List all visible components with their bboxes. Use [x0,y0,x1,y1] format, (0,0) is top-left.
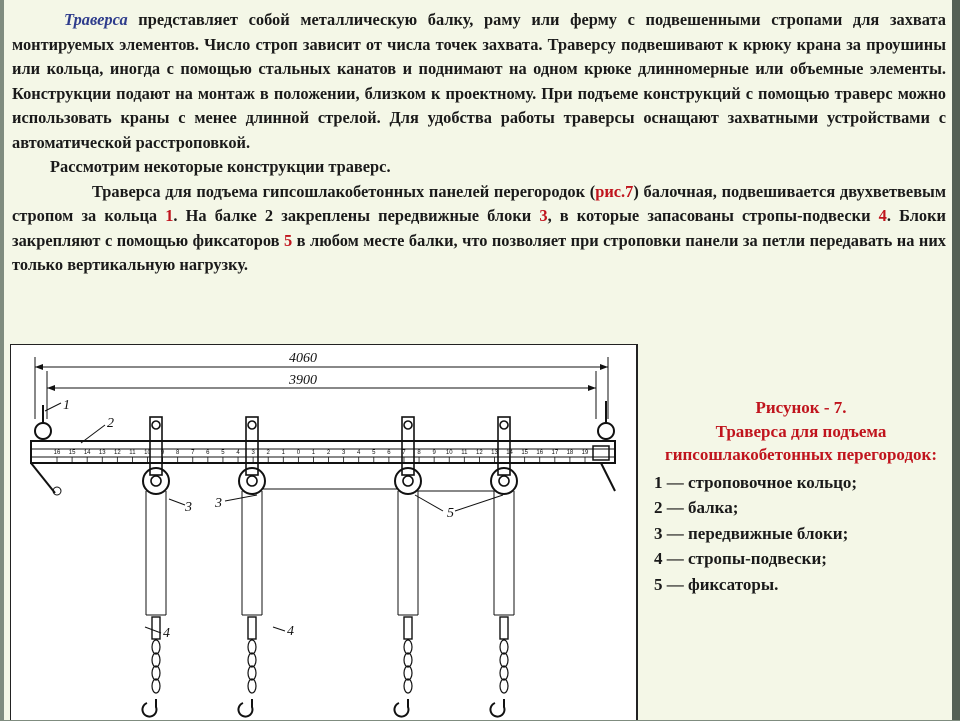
scale-number: 10 [445,450,453,456]
scale-number: 19 [581,450,589,456]
ref-number-3: 3 [539,206,548,225]
paragraph-description [12,180,946,278]
ref-number-4: 4 [878,206,887,225]
desc-text-6: в любом месте балки, что позволяет при строповки панели за петли передавать на них только вертикальную нагрузку. [12,230,946,274]
paragraph-definition [12,8,946,155]
traverse-drawing [10,344,638,720]
scale-number: 12 [476,450,483,456]
scale-number: 5 [372,450,376,456]
legend-item: 3 — передвижные блоки; [654,523,849,543]
scale-number: 15 [68,450,76,456]
scale-number: 0 [296,450,301,456]
block-assembly [238,417,265,717]
desc-text-5: . Блоки закрепляют с помощью фиксаторов [12,206,946,250]
scale-number: 17 [551,450,559,456]
scale-number: 9 [432,450,436,456]
desc-text-3: . На балке 2 закреплены передвижные блоки [173,206,540,225]
scale-number: 13 [98,450,106,456]
callout-4a: 4 [163,626,170,641]
figure-reference: рис.7 [595,181,634,201]
scale-number: 16 [53,450,61,456]
paragraph-intro: Рассмотрим некоторые конструкции траверс. [50,157,391,176]
beam-scale [54,450,589,462]
legend-item: 5 — фиксаторы. [654,574,779,594]
scale-number: 11 [461,450,468,456]
scale-number: 8 [417,450,421,456]
scale-number: 7 [402,450,406,456]
block-assembly [142,417,169,717]
callout-3a: 3 [185,500,192,515]
traverse-diagram [11,345,639,721]
scale-number: 8 [176,450,180,456]
dim-inner-label: 3900 [289,373,317,388]
scale-number: 4 [236,450,240,456]
slide-page [4,0,952,720]
scale-number: 14 [83,450,91,456]
callout-5: 5 [447,506,454,521]
slide-text [12,8,946,278]
block-assembly [394,417,421,717]
scale-number: 9 [160,450,165,456]
scale-number: 13 [491,450,498,456]
scale-number: 5 [221,450,225,456]
desc-text-4: , в которые запасованы стропы-подвески [547,206,879,225]
right-edge-stripe [952,0,960,720]
callout-1: 1 [63,398,70,413]
ref-number-1: 1 [165,206,174,225]
figure-caption [644,396,944,598]
callout-4b: 4 [287,624,294,639]
scale-number: 3 [341,450,346,456]
scale-number: 3 [251,450,255,456]
caption-title: Траверса для подъема гипсошлакобетонных перегородок: [664,421,938,464]
scale-number: 7 [191,450,195,456]
dim-outer-label: 4060 [289,351,317,366]
scale-number: 4 [357,450,361,456]
definition-text: представляет собой металлическую балку, раму или ферму с подвешенными стропами для захвата монтируемых элементов. Число строп зависит от числа точек захвата. Траверсу подвешивают к крюку крана за проушины или кольца, иногда с помощью стальных канатов и поднимают на одном крюке длинномерные или объемные элементы. Конструкции подают на монтаж в положении, близком к проектному. При подъеме конструкций с помощью траверс можно использовать краны с менее длинной стрелой. Для удобства работы траверсы оснащают захватными устройствами с автоматической расстроповкой. [12,10,946,152]
scale-number: 16 [536,450,544,456]
scale-number: 6 [387,450,391,456]
scale-number: 12 [113,450,121,456]
caption-number: Рисунок - 7. [755,398,847,417]
scale-number: 11 [129,450,136,456]
movable-blocks [142,417,517,717]
legend-item: 1 — строповочное кольцо; [654,472,858,492]
scale-number: 1 [281,450,285,456]
caption-legend [644,471,944,599]
scale-number: 6 [206,450,210,456]
scale-number: 1 [311,450,316,456]
desc-text-2: ) балочная, подвешивается двухветвевым стропом за кольца [12,181,947,225]
desc-text-1: Траверса для подъема гипсошлакобетонных панелей перегородок ( [92,181,596,201]
term-traverse: Траверса [64,10,128,29]
scale-number: 14 [506,450,513,456]
scale-number: 18 [566,450,574,456]
scale-number: 2 [326,450,331,456]
scale-number: 10 [144,450,151,456]
scale-number: 2 [266,450,270,456]
scale-number: 15 [521,450,529,456]
legend-item: 4 — стропы-подвески; [654,549,827,568]
legend-item: 2 — балка; [654,498,739,517]
ref-number-5: 5 [284,230,293,250]
callout-3b: 3 [215,496,222,511]
callout-2: 2 [107,416,114,431]
